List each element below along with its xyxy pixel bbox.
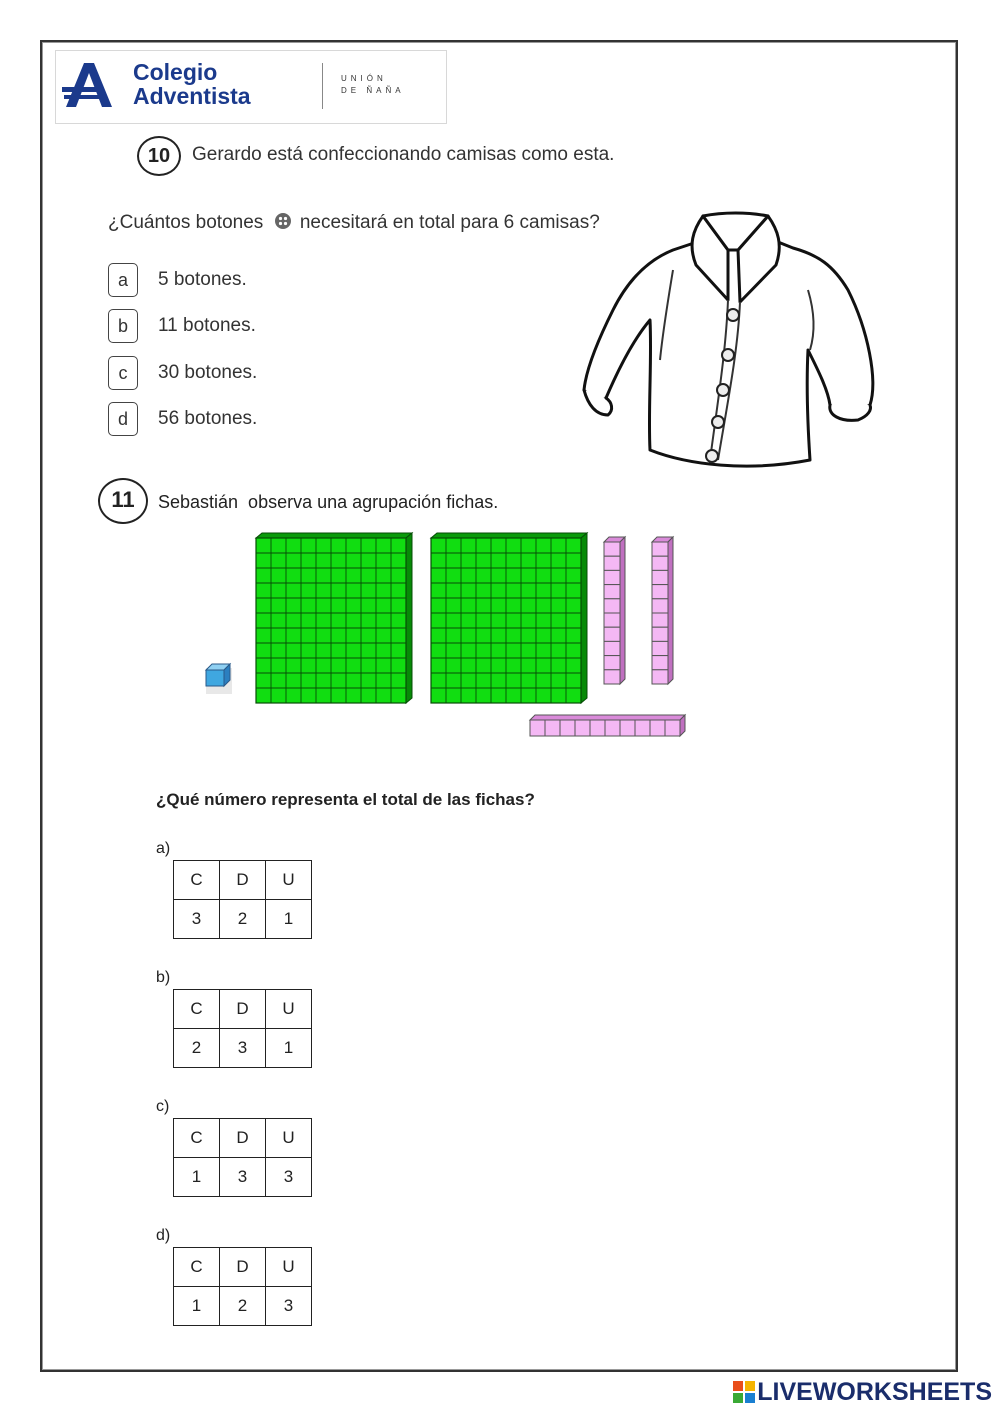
table-b-value-d: 3 xyxy=(220,1029,266,1068)
school-logo-icon xyxy=(62,59,116,111)
table-b[interactable] xyxy=(173,989,312,1068)
base-ten-blocks xyxy=(198,528,698,748)
question-10-prompt xyxy=(108,212,600,234)
hundred-block xyxy=(431,533,587,703)
table-row xyxy=(174,1287,312,1326)
table-d-header-d: D xyxy=(220,1248,266,1287)
question-11-prompt: ¿Qué número representa el total de las fichas? xyxy=(156,790,535,809)
table-row xyxy=(174,900,312,939)
table-d-value-d: 2 xyxy=(220,1287,266,1326)
table-b-header-c: C xyxy=(174,990,220,1029)
ten-rod xyxy=(530,715,685,736)
table-b-label: b) xyxy=(156,969,171,986)
table-d[interactable] xyxy=(173,1247,312,1326)
option-b-text: 11 botones. xyxy=(158,315,256,336)
table-row xyxy=(174,990,312,1029)
table-a-value-c: 3 xyxy=(174,900,220,939)
table-c-header-u: U xyxy=(266,1119,312,1158)
table-b-header-u: U xyxy=(266,990,312,1029)
question-10-prompt-end: necesitará en total para 6 camisas? xyxy=(299,212,600,233)
table-d-value-u: 3 xyxy=(266,1287,312,1326)
school-logo xyxy=(55,50,447,124)
question-10-prompt-start: ¿Cuántos botones xyxy=(108,212,264,233)
table-c-header-c: C xyxy=(174,1119,220,1158)
option-c-letter[interactable]: c xyxy=(108,356,138,390)
logo-divider xyxy=(322,63,323,109)
table-a-label: a) xyxy=(156,840,171,857)
table-c-value-d: 3 xyxy=(220,1158,266,1197)
question-11-number: 11 xyxy=(98,478,148,524)
table-a-header-d: D xyxy=(220,861,266,900)
table-a-value-u: 1 xyxy=(266,900,312,939)
school-name-line1: Colegio xyxy=(133,59,218,85)
table-row xyxy=(174,861,312,900)
table-row xyxy=(174,1029,312,1068)
option-b-letter[interactable]: b xyxy=(108,309,138,343)
table-a[interactable] xyxy=(173,860,312,939)
school-subtitle-line2: DE ÑAÑA xyxy=(341,86,405,95)
unit-cube xyxy=(206,664,232,694)
table-b-value-u: 1 xyxy=(266,1029,312,1068)
table-a-header-u: U xyxy=(266,861,312,900)
table-c-value-c: 1 xyxy=(174,1158,220,1197)
option-c-text: 30 botones. xyxy=(158,362,258,383)
school-subtitle xyxy=(341,73,405,97)
option-d-text: 56 botones. xyxy=(158,408,258,429)
school-name-line2: Adventista xyxy=(133,83,251,109)
table-d-header-u: U xyxy=(266,1248,312,1287)
question-10-number: 10 xyxy=(137,136,181,176)
table-b-value-c: 2 xyxy=(174,1029,220,1068)
table-c[interactable] xyxy=(173,1118,312,1197)
table-a-value-d: 2 xyxy=(220,900,266,939)
table-row xyxy=(174,1158,312,1197)
table-c-header-d: D xyxy=(220,1119,266,1158)
table-d-label: d) xyxy=(156,1227,171,1244)
table-b-header-d: D xyxy=(220,990,266,1029)
question-11-statement: Sebastián observa una agrupación fichas. xyxy=(158,492,499,512)
table-c-value-u: 3 xyxy=(266,1158,312,1197)
option-a-letter[interactable]: a xyxy=(108,263,138,297)
hundred-block xyxy=(256,533,412,703)
liveworksheets-brand[interactable] xyxy=(733,1378,992,1407)
table-d-value-c: 1 xyxy=(174,1287,220,1326)
school-name xyxy=(133,60,251,108)
liveworksheets-brand-text: LIVEWORKSHEETS xyxy=(757,1378,992,1406)
table-row xyxy=(174,1248,312,1287)
table-c-label: c) xyxy=(156,1098,170,1115)
ten-rod xyxy=(652,537,673,684)
table-row xyxy=(174,1119,312,1158)
school-subtitle-line1: UNIÓN xyxy=(341,74,387,83)
question-10-statement: Gerardo está confeccionando camisas como esta. xyxy=(192,144,615,165)
button-icon xyxy=(274,212,292,230)
table-d-header-c: C xyxy=(174,1248,220,1287)
shirt-illustration xyxy=(578,210,883,475)
option-d-letter[interactable]: d xyxy=(108,402,138,436)
table-a-header-c: C xyxy=(174,861,220,900)
option-a-text: 5 botones. xyxy=(158,269,247,290)
ten-rod xyxy=(604,537,625,684)
liveworksheets-logo-icon xyxy=(733,1381,755,1403)
